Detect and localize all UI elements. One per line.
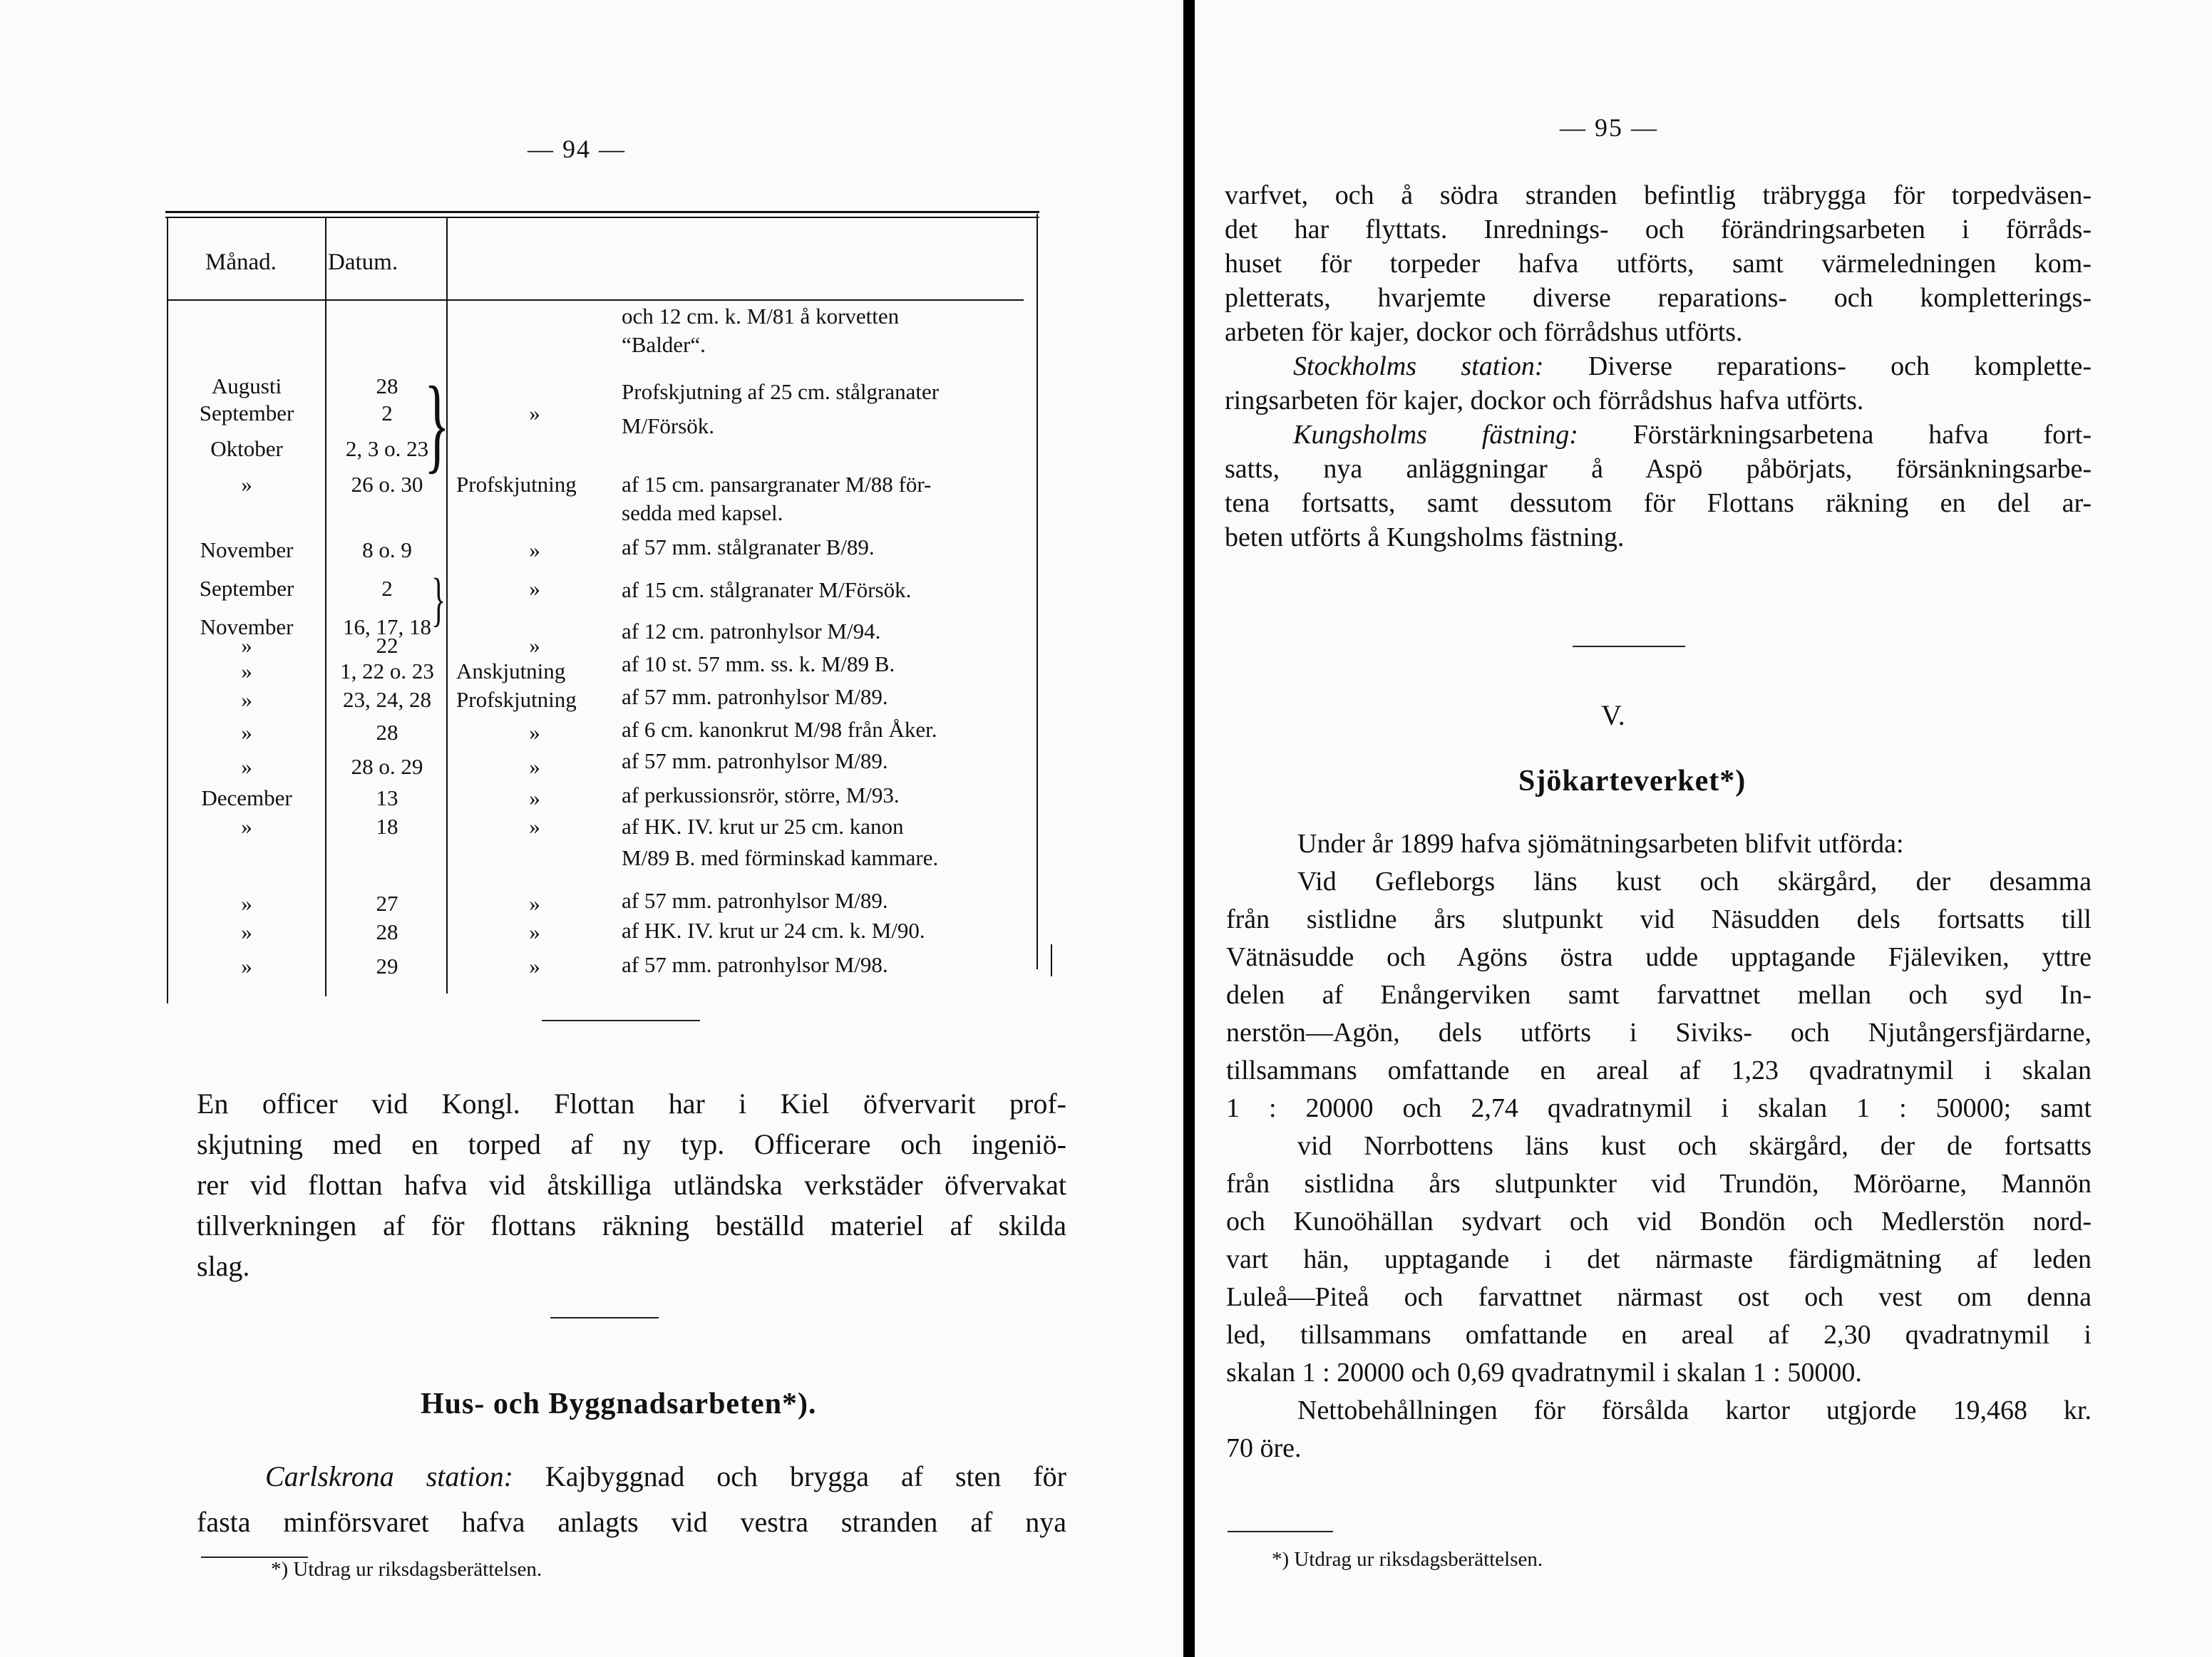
- footnote-rule: [1228, 1531, 1333, 1532]
- text-line: slag.: [197, 1250, 250, 1282]
- text-line: rer vid flottan hafva vid åtskilliga utländska verkstäder öfvervakat: [197, 1169, 1066, 1201]
- table-cell-kind: »: [529, 891, 540, 916]
- table-cell-month: »: [241, 754, 252, 779]
- table-cell-month: December: [201, 785, 292, 810]
- table-cell-month: »: [241, 687, 252, 712]
- table-cell-kind: Profskjutning: [456, 687, 577, 712]
- text-line: tillverkningen af för flottans räkning beställd materiel af skilda: [197, 1209, 1066, 1242]
- footnote: *) Utdrag ur riksdagsberättelsen.: [271, 1558, 542, 1581]
- table-cell-month: »: [241, 720, 252, 745]
- text-line: från sistlidne års slutpunkt vid Näsudden dels fortsatts till: [1226, 904, 2092, 934]
- footnote: *) Utdrag ur riksdagsberättelsen.: [1272, 1548, 1543, 1571]
- table-cell-desc: och 12 cm. k. M/81 å korvetten: [622, 304, 900, 329]
- text-line: skalan 1 : 20000 och 0,69 qvadratnymil i skalan 1 : 50000.: [1226, 1358, 1862, 1388]
- main-paragraph: [1226, 825, 2092, 1467]
- table-cell-date: 29: [376, 954, 398, 979]
- text-line: varfvet, och å södra stranden befintlig träbrygga för torpedväsen-: [1225, 180, 2092, 210]
- table-cell-month: »: [241, 814, 252, 839]
- text-line: arbeten för kajer, dockor och förrådshus utförts.: [1225, 317, 1743, 347]
- table-cell-desc: af 15 cm. stålgranater M/Försök.: [622, 577, 912, 602]
- officer-paragraph: [197, 1083, 1066, 1286]
- carlskrona-paragraph: [197, 1454, 1066, 1545]
- table-cell-kind: »: [529, 785, 540, 810]
- section-rule: [550, 1317, 659, 1318]
- text-line: Vid Gefleborgs läns kust och skärgård, der desamma: [1297, 867, 2092, 897]
- section-heading: Hus- och Byggnadsarbeten*).: [421, 1388, 817, 1420]
- table-cell-desc: Profskjutning af 25 cm. stålgranater: [622, 379, 940, 404]
- table-cell-month: Augusti: [211, 373, 282, 398]
- brace-group-2: }: [431, 567, 446, 633]
- table-cell-desc: af HK. IV. krut ur 25 cm. kanon: [622, 814, 904, 839]
- text-line: Luleå—Piteå och farvattnet närmast ost och vest om denna: [1226, 1282, 2092, 1312]
- table-cell-date: 8 o. 9: [362, 537, 412, 562]
- table-cell-date: 27: [376, 891, 398, 916]
- table-cell-kind: »: [529, 754, 540, 779]
- table-cell-month: November: [200, 537, 294, 562]
- stockholm-label: Stockholms station:: [1293, 351, 1544, 381]
- table-cell-kind: Profskjutning: [456, 472, 577, 497]
- text-line: Vätnäsudde och Agöns östra udde upptagande Fjäleviken, yttre: [1226, 942, 2092, 972]
- table-cell-desc: af 15 cm. pansargranater M/88 för-: [622, 472, 932, 497]
- text-line: [197, 1454, 1066, 1499]
- table-col-line-2: [325, 217, 326, 996]
- table-col-line-5: [1051, 944, 1052, 976]
- text-line: 70 öre.: [1226, 1433, 1302, 1463]
- carlskrona-text: Kajbyggnad och brygga af sten för: [545, 1460, 1066, 1492]
- table-col-line-3: [446, 217, 448, 993]
- table-top-rule: [165, 211, 1039, 213]
- table-cell-desc: af 12 cm. patronhylsor M/94.: [622, 619, 881, 644]
- text-line: 1 : 20000 och 2,74 qvadratnymil i skalan 1 : 50000; samt: [1226, 1093, 2092, 1123]
- intro-paragraph: [1225, 178, 2092, 554]
- page-number: — 94 —: [528, 135, 626, 163]
- text-line: Under år 1899 hafva sjömätningsarbeten blifvit utförda:: [1297, 829, 1904, 859]
- section-rule: [1573, 646, 1685, 647]
- table-cell-month: »: [241, 954, 252, 979]
- table-cell-month: September: [199, 576, 294, 601]
- text-line: nerstön—Agön, dels utförts i Siviks- och Njutångersfjärdarne,: [1226, 1018, 2092, 1048]
- stockholm-text: Diverse reparations- och komplette-: [1588, 351, 2092, 381]
- text-line: vid Norrbottens läns kust och skärgård, der de fortsatts: [1297, 1131, 2092, 1161]
- table-cell-month: »: [241, 633, 252, 658]
- table-cell-month: November: [200, 614, 294, 639]
- kungsholm-text: Förstärkningsarbetena hafva fort-: [1632, 420, 2092, 450]
- table-cell-kind: »: [529, 401, 540, 425]
- table-col-line-4: [1036, 214, 1038, 969]
- table-cell-month: »: [241, 919, 252, 944]
- text-line: huset för torpeder hafva utförts, samt värmeledningen kom-: [1225, 249, 2092, 279]
- table-cell-date: 28 o. 29: [351, 754, 423, 779]
- text-line: [1225, 418, 2092, 452]
- text-line: och Kunoöhällan sydvart och vid Bondön och Medlerstön nord-: [1226, 1207, 2092, 1237]
- right-page: [1195, 0, 2212, 1657]
- table-cell-kind: »: [529, 537, 540, 562]
- text-line: satts, nya anläggningar å Aspö påbörjats, försänkningsarbe-: [1225, 454, 2092, 484]
- table-cell-desc: af 10 st. 57 mm. ss. k. M/89 B.: [622, 651, 895, 676]
- text-line: vart hän, upptagande i det närmaste färdigmätning af leden: [1226, 1244, 2092, 1274]
- table-cell-month: Oktober: [210, 436, 283, 461]
- text-line: beten utförts å Kungsholms fästning.: [1225, 522, 1625, 552]
- table-cell-date: 16, 17, 18: [343, 614, 431, 639]
- text-line: led, tillsammans omfattande en areal af 2,30 qvadratnymil i: [1226, 1320, 2092, 1350]
- text-line: skjutning med en torped af ny typ. Officerare och ingeniö-: [197, 1128, 1066, 1160]
- table-cell-date: 2: [381, 401, 393, 425]
- table-cell-desc: af 6 cm. kanonkrut M/98 från Åker.: [622, 717, 937, 742]
- table-cell-date: 23, 24, 28: [343, 687, 431, 712]
- table-cell-desc: af perkussionsrör, större, M/93.: [622, 783, 900, 807]
- table-cell-date: 1, 22 o. 23: [340, 659, 434, 683]
- table-cell-kind: »: [529, 814, 540, 839]
- text-line: [1225, 349, 2092, 383]
- table-cell-desc: af 57 mm. patronhylsor M/89.: [622, 684, 888, 709]
- table-top-rule-2: [165, 217, 1039, 218]
- table-cell-date: 28: [376, 720, 398, 745]
- text-line: ringsarbeten för kajer, dockor och förrådshus hafva utförts.: [1225, 386, 1864, 415]
- text-line: pletterats, hvarjemte diverse reparations- och kompletterings-: [1225, 283, 2092, 313]
- page-number: — 95 —: [1560, 113, 1658, 142]
- table-cell-month: »: [241, 472, 252, 497]
- table-cell-date: 2, 3 o. 23: [345, 436, 429, 461]
- table-cell-month: September: [199, 401, 294, 425]
- table-cell-kind: »: [529, 919, 540, 944]
- table-cell-date: 22: [376, 633, 398, 658]
- table-cell-desc: af 57 mm. patronhylsor M/89.: [622, 748, 888, 773]
- table-cell-desc: sedda med kapsel.: [622, 500, 783, 525]
- table-cell-month: »: [241, 659, 252, 683]
- table-cell-date: 26 o. 30: [351, 472, 423, 497]
- table-cell-desc: af 57 mm. patronhylsor M/98.: [622, 952, 888, 977]
- table-header-rule: [168, 299, 1024, 301]
- table-cell-kind: »: [529, 633, 540, 658]
- text-line: det har flyttats. Inrednings- och förändringsarbeten i förråds-: [1225, 215, 2092, 244]
- text-line: tena fortsatts, samt dessutom för Flottans räkning en del ar-: [1225, 488, 2092, 518]
- table-cell-desc: af HK. IV. krut ur 24 cm. k. M/90.: [622, 918, 925, 943]
- table-col-line-1: [167, 217, 168, 1003]
- table-cell-desc: “Balder“.: [622, 332, 706, 357]
- header-month: Månad.: [205, 249, 277, 275]
- table-cell-date: 28: [376, 373, 398, 398]
- table-cell-kind: »: [529, 576, 540, 601]
- kungsholm-label: Kungsholms fästning:: [1293, 420, 1578, 450]
- table-cell-month: »: [241, 891, 252, 916]
- table-cell-date: 13: [376, 785, 398, 810]
- table-cell-kind: »: [529, 720, 540, 745]
- table-cell-date: 18: [376, 814, 398, 839]
- table-cell-desc: af 57 mm. stålgranater B/89.: [622, 535, 875, 559]
- table-cell-desc: af 57 mm. patronhylsor M/89.: [622, 888, 888, 913]
- section-number: V.: [1601, 699, 1625, 731]
- text-line: En officer vid Kongl. Flottan har i Kiel öfvervarit prof-: [197, 1088, 1066, 1120]
- table-cell-desc: M/89 B. med förminskad kammare.: [622, 845, 939, 870]
- text-line: delen af Enångerviken samt farvattnet mellan och syd In-: [1226, 980, 2092, 1010]
- table-cell-kind: »: [529, 954, 540, 979]
- text-line: fasta minförsvaret hafva anlagts vid vestra stranden af nya: [197, 1506, 1066, 1538]
- text-line: från sistlidna års slutpunkter vid Trundön, Möröarne, Mannön: [1226, 1169, 2092, 1199]
- text-line: tillsammans omfattande en areal af 1,23 qvadratnymil i skalan: [1226, 1055, 2092, 1085]
- table-cell-kind: Anskjutning: [456, 659, 566, 683]
- table-cell-date: 2: [381, 576, 393, 601]
- text-line: Nettobehållningen för försålda kartor utgjorde 19,468 kr.: [1297, 1395, 2092, 1425]
- table-cell-desc: M/Försök.: [622, 413, 715, 438]
- table-cell-date: 28: [376, 919, 398, 944]
- table-end-rule: [542, 1020, 700, 1021]
- header-date: Datum.: [328, 249, 398, 275]
- carlskrona-label: Carlskrona station:: [265, 1460, 513, 1492]
- section-heading: Sjökarteverket*): [1518, 765, 1747, 797]
- brace-group-1: }: [424, 365, 450, 483]
